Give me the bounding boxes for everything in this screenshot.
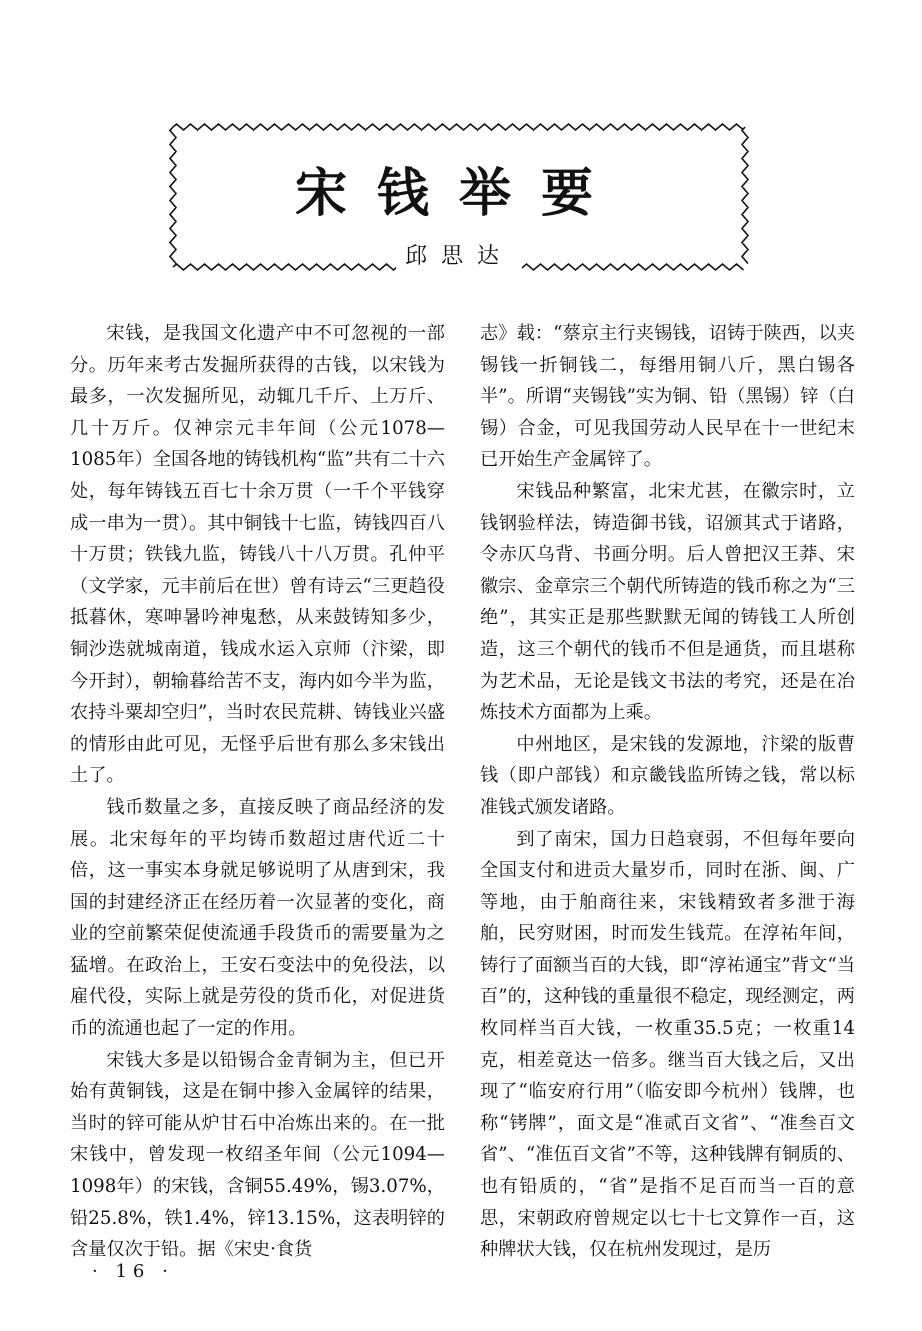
paragraph: 到了南宋，国力日趋衰弱，不但每年要向全国支付和进贡大量岁币，同时在浙、闽、广等地，由于舶商往来，宋钱精致者多泄于海舶，民穷财困，时而发生钱荒。在淳祐年间，铸行了面额当百的大钱，即“淳祐通宝”背文“当百”的，这种钱的重量很不稳定，现经测定，两枚同样当百大钱，一枚重35.5克；一枚重14克，相差竟达一倍多。继当百大钱之后，又出现了“临安府行用”（临安即今杭州）钱牌，也称“铐牌”，面文是“准贰百文省”、“准叁百文省”、“准伍百文省”不等，这种钱牌有铜质的、也有铅质的，“省”是指不足百而当一百的意思，宋朝政府曾规定以七十七文算作一百，这种牌状大钱，仅在杭州发现过，是历 xyxy=(480,828,855,1261)
paragraph: 志》载：“蔡京主行夹锡钱，诏铸于陕西，以夹锡钱一折铜钱二，每缗用铜八斤，黑白锡各半”。所谓“夹锡钱”实为铜、铅（黑锡）锌（白锡）合金，可见我国劳动人民早在十一世纪末已开始生产金属锌了。 xyxy=(480,323,855,471)
right-column xyxy=(480,318,855,1261)
author-name: 邱思达 xyxy=(396,242,522,272)
left-column xyxy=(70,318,445,1261)
paragraph: 中州地区，是宋钱的发源地，汴梁的版曹钱（即户部钱）和京畿钱监所铸之钱，常以标准钱式颁发诸路。 xyxy=(480,733,855,818)
paragraph: 宋钱品种繁富，北宋尤甚，在徽宗时，立钱钢验样法，铸造御书钱，诏颁其式于诸路，令赤仄乌背、书画分明。后人曾把汉王莽、宋徽宗、金章宗三个朝代所铸造的钱币称之为“三绝”，其实正是那些默默无闻的铸钱工人所创造，这三个朝代的钱币不但是通货，而且堪称为艺术品，无论是钱文书法的考究，还是在冶炼技术方面都为上乘。 xyxy=(480,480,855,724)
paragraph: 宋钱大多是以铅锡合金青铜为主，但已开始有黄铜钱，这是在铜中掺入金属锌的结果，当时的锌可能从炉甘石中冶炼出来的。在一批宋钱中，曾发现一枚绍圣年间（公元1094—1098年）的宋钱，含铜55.49%，锡3.07%，铅25.8%，铁1.4%，锌13.15%，这表明锌的含量仅次于铅。据《宋史·食货 xyxy=(70,1049,445,1261)
paragraph: 宋钱，是我国文化遗产中不可忽视的一部分。历年来考古发掘所获得的古钱，以宋钱为最多，一次发掘所见，动辄几千斤、上万斤、几十万斤。仅神宗元丰年间（公元1078—1085年）全国各地的铸钱机构“监”共有二十六处，每年铸钱五百七十余万贯（一千个平钱穿成一串为一贯）。其中铜钱十七监，铸钱四百八十万贯；铁钱九监，铸钱八十八万贯。孔仲平（文学家，元丰前后在世）曾有诗云“三更趋役抵暮休，寒呻暑吟神鬼愁，从来鼓铸知多少，铜沙迭就城南道，钱成水运入京师（汴梁，即今开封），朝输暮给苦不支，海内如今半为监，农持斗粟却空归”，当时农民荒耕、铸钱业兴盛的情形由此可见，无怪乎后世有那么多宋钱出土了。 xyxy=(70,323,445,787)
title-frame xyxy=(168,122,750,272)
article-title: 宋钱举要 xyxy=(294,164,623,224)
paragraph: 钱币数量之多，直接反映了商品经济的发展。北宋每年的平均铸币数超过唐代近二十倍，这一事实本身就足够说明了从唐到宋，我国的封建经济正在经历着一次显著的变化，商业的空前繁荣促使流通手段货币的需要量为之猛增。在政治上，王安石变法中的免役法，以雇代役，实际上就是劳役的货币化，对促进货币的流通也起了一定的作用。 xyxy=(70,796,445,1040)
page-number: · 16 · xyxy=(92,1261,174,1282)
